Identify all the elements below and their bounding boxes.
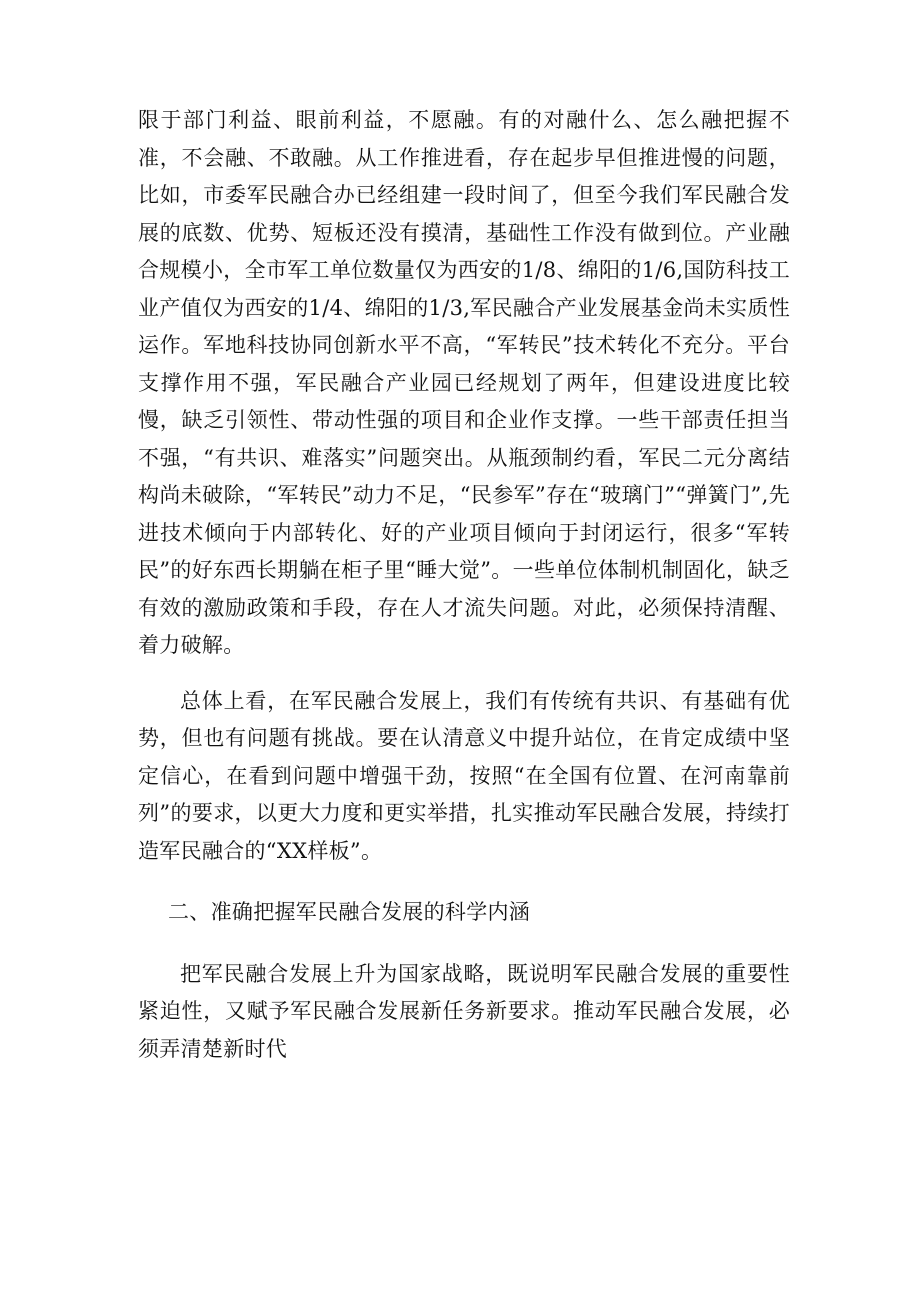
body-paragraph: 限于部门利益、眼前利益，不愿融。有的对融什么、怎么融把握不准，不会融、不敢融。从工作推进看，存在起步早但推进慢的问题，比如，市委军民融合办已经组建一段时间了，但至今我们军民融合发展的底数、优势、短板还没有摸清，基础性工作没有做到位。产业融合规模小，全市军工单位数量仅为西安的1/8、绵阳的1/6,国防科技工业产值仅为西安的1/4、绵阳的1/3,军民融合产业发展基金尚未实质性运作。军地科技协同创新水平不高，“军转民”技术转化不充分。平台支撑作用不强，军民融合产业园已经规划了两年，但建设进度比较慢，缺乏引领性、带动性强的项目和企业作支撑。一些干部责任担当不强，“有共识、难落实”问题突出。从瓶颈制约看，军民二元分离结构尚未破除，“军转民”动力不足，“民参军”存在“玻璃门”“弹簧门”,先进技术倾向于内部转化、好的产业项目倾向于封闭运行，很多“军转民”的好东西长期躺在柜子里“睡大觉”。一些单位体制机制固化，缺乏有效的激励政策和手段，存在人才流失问题。对此，必须保持清醒、着力破解。 (138, 108, 790, 657)
body-paragraph: 把军民融合发展上升为国家战略，既说明军民融合发展的重要性紧迫性，又赋予军民融合发展新任务新要求。推动军民融合发展，必须弄清楚新时代 (138, 961, 790, 1061)
document-page (138, 102, 790, 1068)
section-heading: 二、准确把握军民融合发展的科学内涵 (168, 900, 531, 924)
body-paragraph: 总体上看，在军民融合发展上，我们有传统有共识、有基础有优势，但也有问题有挑战。要在认清意义中提升站位，在肯定成绩中坚定信心，在看到问题中增强干劲，按照“在全国有位置、在河南靠前列”的要求，以更大力度和更实举措，扎实推动军民融合发展，持续打造军民融合的“XX样板”。 (138, 688, 790, 863)
